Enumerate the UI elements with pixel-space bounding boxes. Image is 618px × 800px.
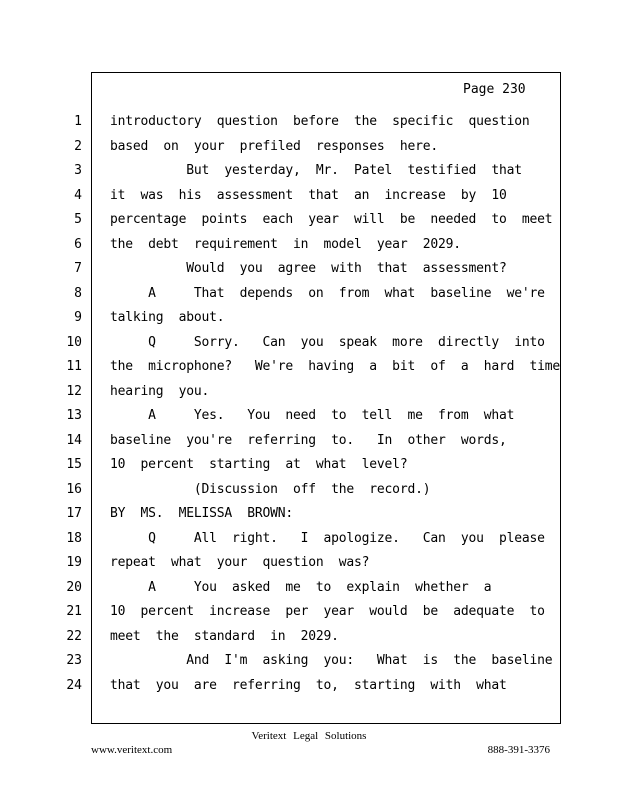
transcript-line xyxy=(0,555,618,571)
line-number: 11 xyxy=(66,359,82,374)
line-number: 14 xyxy=(66,433,82,448)
line-number: 22 xyxy=(66,629,82,644)
transcript-line xyxy=(0,237,618,253)
transcript-line xyxy=(0,163,618,179)
line-number: 12 xyxy=(66,384,82,399)
transcript-line xyxy=(0,531,618,547)
line-number: 18 xyxy=(66,531,82,546)
line-number: 4 xyxy=(74,188,82,203)
line-text: 10 percent starting at what level? xyxy=(110,457,408,472)
transcript-line xyxy=(0,580,618,596)
footer-firm-name: Veritext Legal Solutions xyxy=(251,730,367,742)
line-text: baseline you're referring to. In other words, xyxy=(110,433,507,448)
line-text: Q All right. I apologize. Can you please xyxy=(110,531,545,546)
line-number: 23 xyxy=(66,653,82,668)
line-number: 20 xyxy=(66,580,82,595)
line-number: 24 xyxy=(66,678,82,693)
footer-website: www.veritext.com xyxy=(91,744,173,756)
transcript-line xyxy=(0,678,618,694)
line-number: 5 xyxy=(74,212,82,227)
line-number: 2 xyxy=(74,139,82,154)
line-text: percentage points each year will be needed to meet xyxy=(110,212,553,227)
transcript-line xyxy=(0,506,618,522)
line-text: that you are referring to, starting with what xyxy=(110,678,507,693)
page-number: Page 230 xyxy=(463,82,526,97)
transcript-line xyxy=(0,482,618,498)
line-text: introductory question before the specific question xyxy=(110,114,530,129)
transcript-line xyxy=(0,139,618,155)
line-text: 10 percent increase per year would be adequate to xyxy=(110,604,545,619)
line-text: meet the standard in 2029. xyxy=(110,629,339,644)
line-text: hearing you. xyxy=(110,384,210,399)
transcript-line xyxy=(0,114,618,130)
line-text: it was his assessment that an increase by 10 xyxy=(110,188,507,203)
line-text: A Yes. You need to tell me from what xyxy=(110,408,515,423)
transcript-line xyxy=(0,212,618,228)
transcript-line xyxy=(0,604,618,620)
transcript-line xyxy=(0,408,618,424)
line-number: 7 xyxy=(74,261,82,276)
line-number: 16 xyxy=(66,482,82,497)
transcript-line xyxy=(0,310,618,326)
footer-phone: 888-391-3376 xyxy=(487,744,550,756)
line-text: Would you agree with that assessment? xyxy=(110,261,507,276)
line-text: repeat what your question was? xyxy=(110,555,370,570)
line-number: 19 xyxy=(66,555,82,570)
line-number: 21 xyxy=(66,604,82,619)
line-number: 6 xyxy=(74,237,82,252)
transcript-line xyxy=(0,384,618,400)
transcript-line xyxy=(0,359,618,375)
line-text: Q Sorry. Can you speak more directly into xyxy=(110,335,545,350)
line-text: A You asked me to explain whether a xyxy=(110,580,492,595)
line-number: 15 xyxy=(66,457,82,472)
line-text: the debt requirement in model year 2029. xyxy=(110,237,461,252)
line-text: talking about. xyxy=(110,310,225,325)
transcript-line xyxy=(0,286,618,302)
line-number: 9 xyxy=(74,310,82,325)
line-number: 8 xyxy=(74,286,82,301)
transcript-line xyxy=(0,335,618,351)
line-number: 10 xyxy=(66,335,82,350)
transcript-line xyxy=(0,433,618,449)
line-text: And I'm asking you: What is the baseline xyxy=(110,653,553,668)
line-number: 3 xyxy=(74,163,82,178)
transcript-line xyxy=(0,188,618,204)
line-text: based on your prefiled responses here. xyxy=(110,139,438,154)
transcript-line xyxy=(0,629,618,645)
line-text: A That depends on from what baseline we're xyxy=(110,286,545,301)
line-text: (Discussion off the record.) xyxy=(110,482,431,497)
line-number: 1 xyxy=(74,114,82,129)
transcript-line xyxy=(0,261,618,277)
line-number: 13 xyxy=(66,408,82,423)
transcript-line xyxy=(0,457,618,473)
line-number: 17 xyxy=(66,506,82,521)
line-text: the microphone? We're having a bit of a hard time xyxy=(110,359,560,374)
line-text: BY MS. MELISSA BROWN: xyxy=(110,506,294,521)
line-text: But yesterday, Mr. Patel testified that xyxy=(110,163,522,178)
transcript-line xyxy=(0,653,618,669)
